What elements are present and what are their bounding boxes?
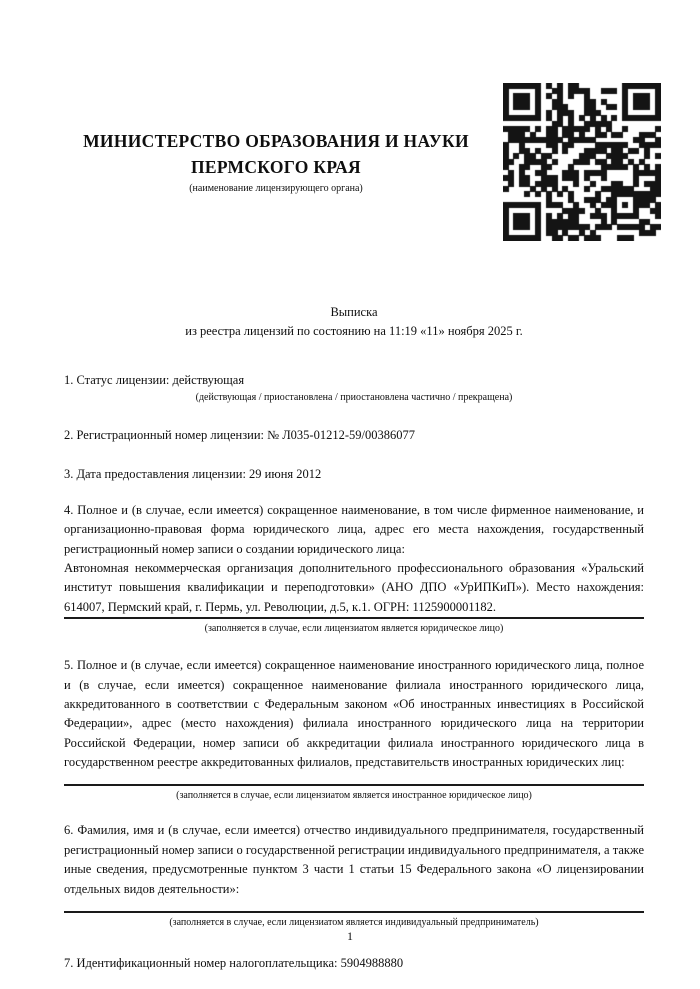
item-foreign-entity <box>64 656 644 803</box>
legal-entity-label: 4. Полное и (в случае, если имеется) сокращенное наименование, в том числе фирменное наименование, и организационно-правовая форма юридического лица, адрес его места нахождения, государственный регистрационный номер записи о создании юридического лица: <box>64 502 644 556</box>
ministry-caption: (наименование лицензирующего органа) <box>189 182 363 194</box>
page-number: 1 <box>347 929 353 943</box>
grant-date-text: 3. Дата предоставления лицензии: 29 июня 2012 <box>64 466 322 481</box>
foreign-entity-blank-line <box>64 772 644 786</box>
item-registration-number <box>64 426 644 445</box>
document-title <box>64 303 644 342</box>
item-taxpayer-number <box>64 954 644 973</box>
foreign-entity-caption: (заполняется в случае, если лицензиатом является иностранное юридическое лицо) <box>176 790 532 802</box>
document-header <box>0 0 700 248</box>
title-line2: из реестра лицензий по состоянию на 11:19 «11» ноября 2025 г. <box>185 324 523 339</box>
document-body <box>0 303 700 973</box>
ministry-header-block <box>62 128 490 196</box>
item-license-status <box>64 371 644 405</box>
legal-entity-caption: (заполняется в случае, если лицензиатом является юридическое лицо) <box>204 623 504 635</box>
ministry-name-line2: ПЕРМСКОГО КРАЯ <box>191 157 361 178</box>
individual-entrepreneur-caption: (заполняется в случае, если лицензиатом является индивидуальный предприниматель) <box>169 916 539 928</box>
individual-entrepreneur-label: 6. Фамилия, имя и (в случае, если имеется) отчество индивидуального предпринимателя, государственный регистрационный номер записи о государственной регистрации индивидуального предпринимателя, а также иные сведения, предусмотренные пунктом 3 части 1 статьи 15 Федерального закона «О лицензировании отдельных видов деятельности»: <box>64 823 644 896</box>
item-individual-entrepreneur <box>64 821 644 930</box>
taxpayer-number-text: 7. Идентификационный номер налогоплательщика: 5904988880 <box>64 955 404 970</box>
qr-code <box>503 83 661 241</box>
license-status-text: 1. Статус лицензии: действующая <box>64 372 245 387</box>
legal-entity-value: Автономная некоммерческая организация дополнительного профессионального образования «Уральский институт повышения квалификации и переподготовки» (АНО ДПО «УрИПКиП»). Место нахождения: 614007, Пермский край, г. Пермь, ул. Революции, д.5, к.1. ОГРН: 1125900001182. <box>64 559 644 619</box>
individual-entrepreneur-blank-line <box>64 899 644 913</box>
license-status-options-caption: (действующая / приостановлена / приостановлена частично / прекращена) <box>195 392 513 404</box>
item-grant-date <box>64 465 644 484</box>
registration-number-text: 2. Регистрационный номер лицензии: № Л035-01212-59/00386077 <box>64 428 415 443</box>
foreign-entity-label: 5. Полное и (в случае, если имеется) сокращенное наименование иностранного юридического лица, полное и (в случае, если имеется) сокращенное наименование филиала иностранного юридического лица, аккредитованного в соответствии с Федеральным законом «Об иностранных инвестициях в Российской Федерации», адрес (место нахождения) филиала иностранного юридического лица на территории Российской Федерации, номер записи об аккредитации филиала иностранного юридического лица в государственном реестре аккредитованных филиалов, представительств иностранных юридических лиц: <box>64 658 644 769</box>
title-line1: Выписка <box>330 305 378 319</box>
item-legal-entity <box>64 501 644 636</box>
ministry-name-line1: МИНИСТЕРСТВО ОБРАЗОВАНИЯ И НАУКИ <box>83 131 469 151</box>
